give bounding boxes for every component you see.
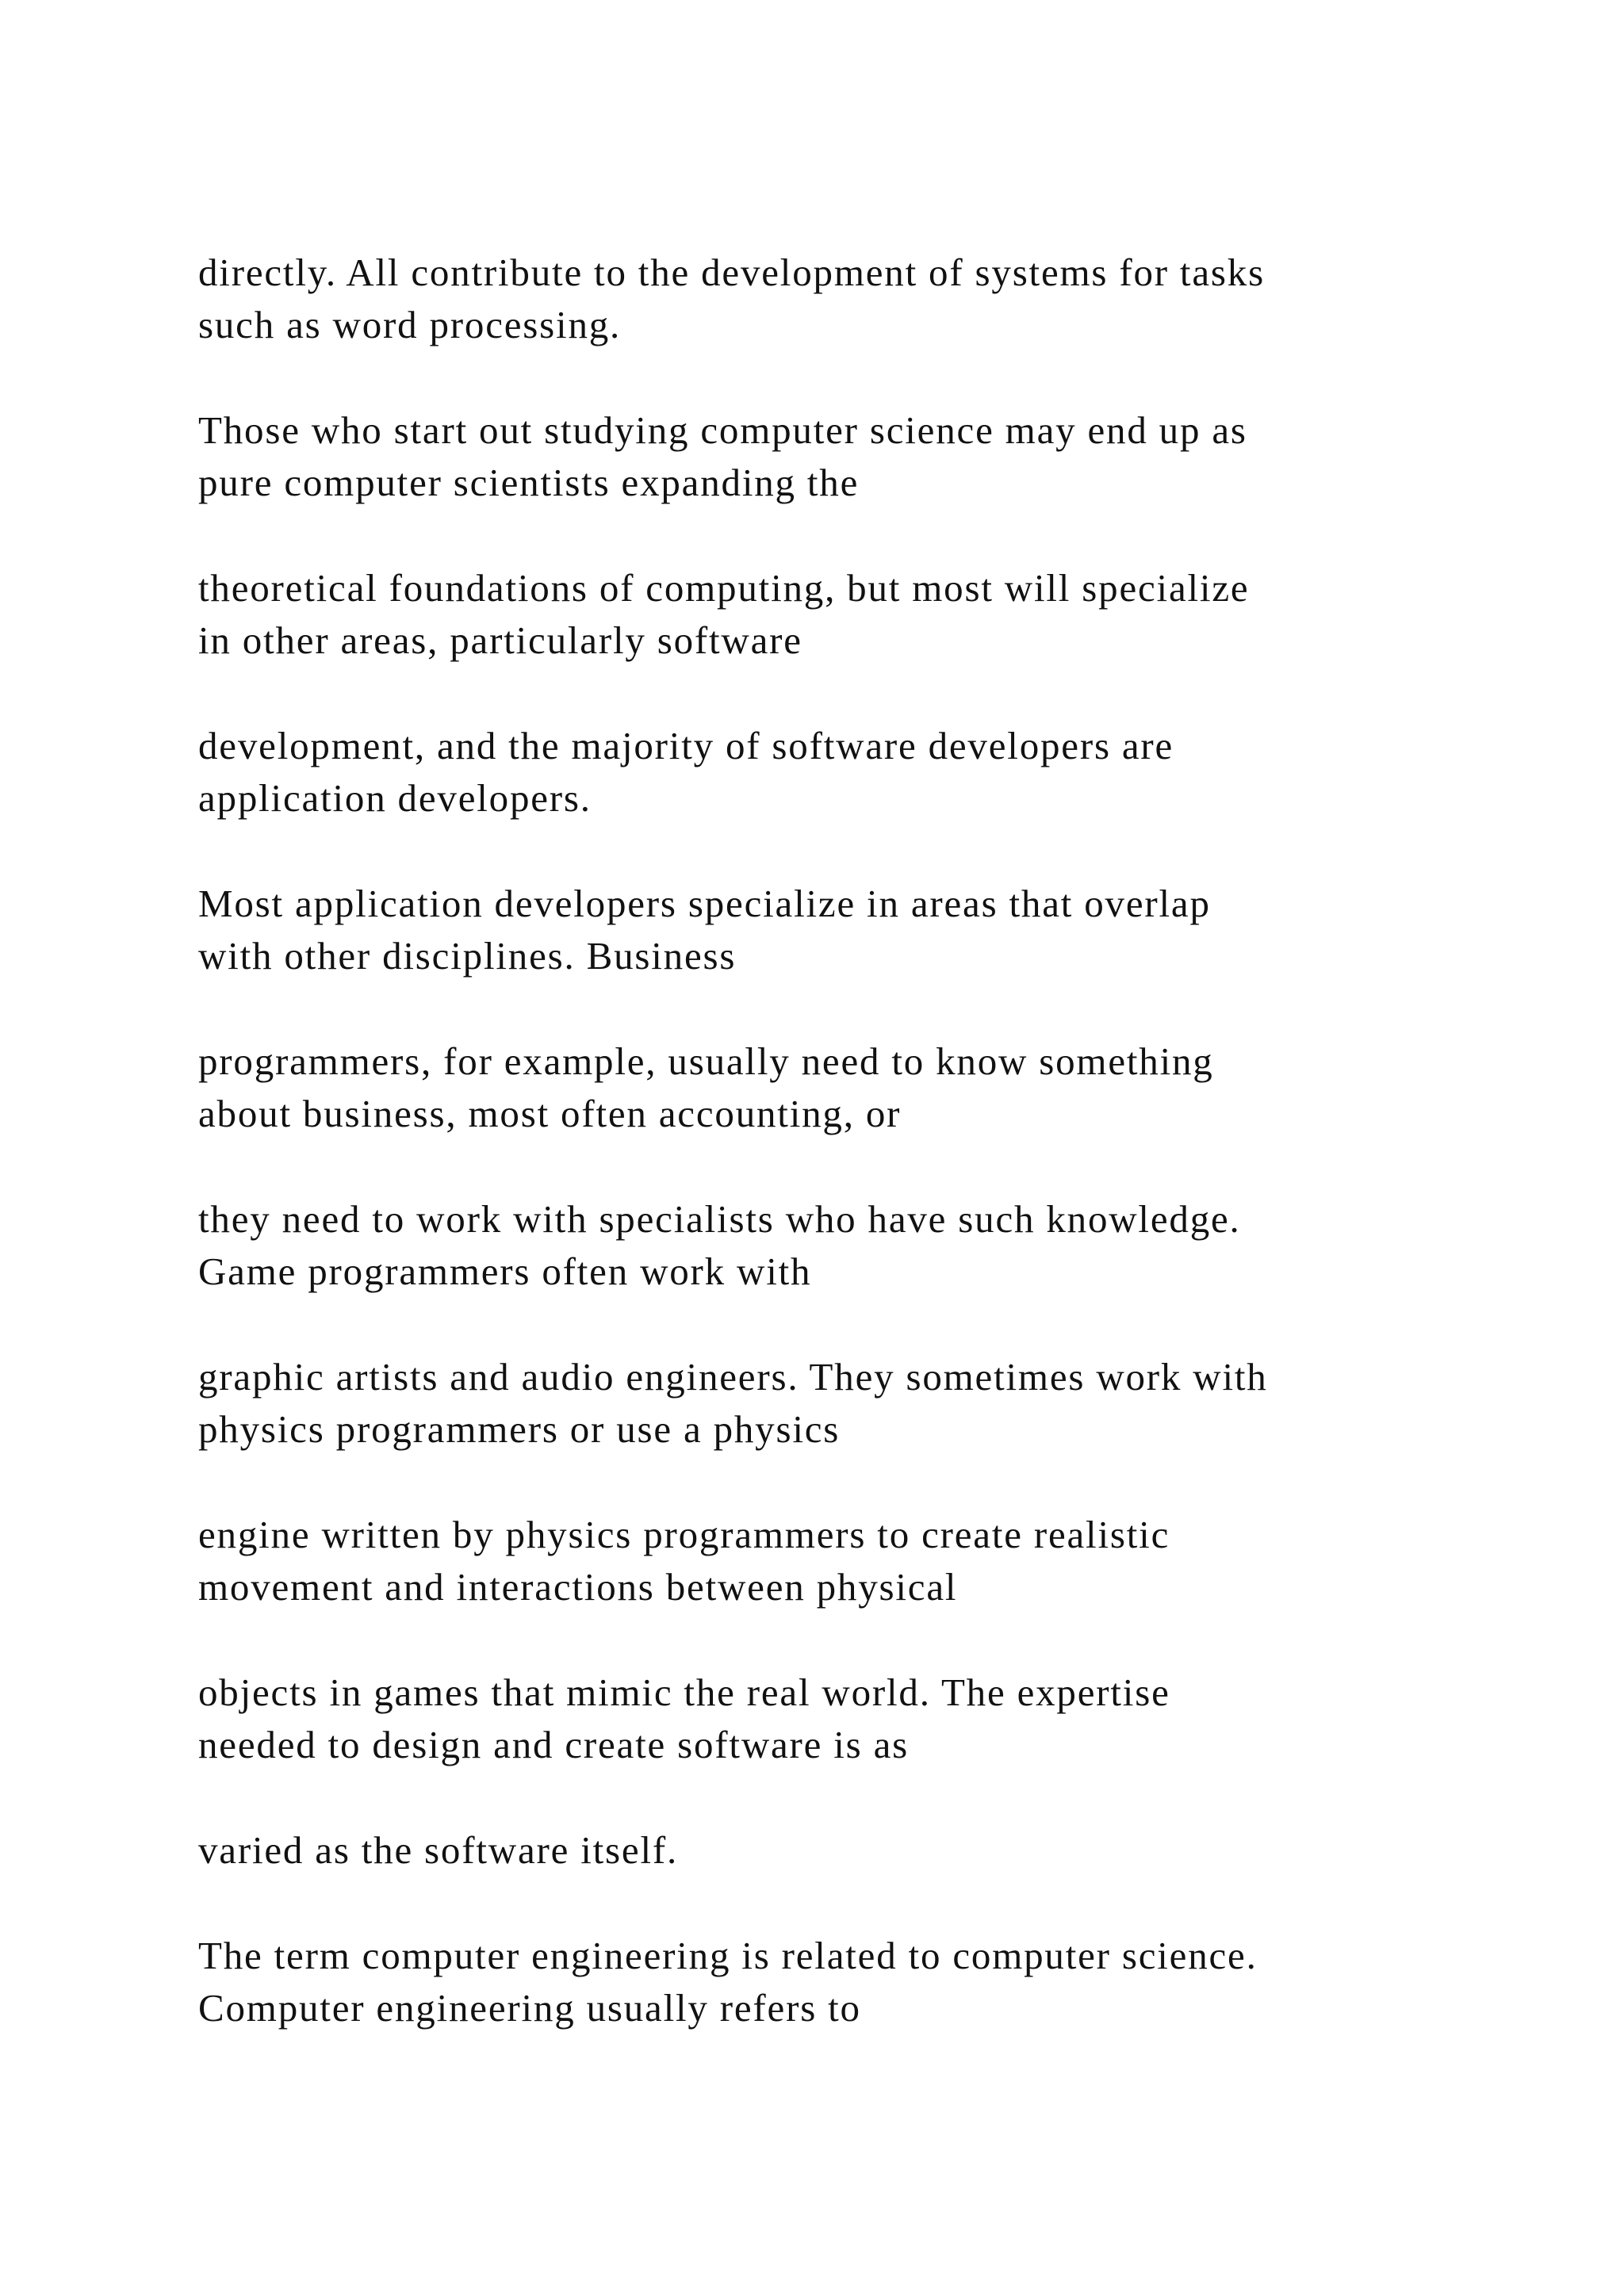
text-line: about business, most often accounting, or [198, 1092, 902, 1135]
text-line: such as word processing. [198, 303, 622, 346]
text-line: Those who start out studying computer science may end up as [198, 408, 1247, 452]
text-line: needed to design and create software is as [198, 1723, 910, 1766]
text-line: application developers. [198, 776, 592, 820]
paragraph [198, 1930, 1546, 2034]
paragraph [198, 562, 1546, 667]
paragraph [198, 1667, 1546, 1771]
text-line: engine written by physics programmers to create realistic [198, 1513, 1170, 1556]
text-line: development, and the majority of software developers are [198, 724, 1174, 767]
text-line: movement and interactions between physical [198, 1565, 958, 1609]
text-line: objects in games that mimic the real world. The expertise [198, 1670, 1170, 1714]
text-line: The term computer engineering is related to computer science. [198, 1934, 1258, 1977]
text-line: with other disciplines. Business [198, 934, 737, 978]
text-line: in other areas, particularly software [198, 618, 802, 662]
paragraph [198, 1035, 1546, 1140]
text-line: pure computer scientists expanding the [198, 461, 860, 504]
text-line: Computer engineering usually refers to [198, 1986, 861, 2030]
text-line: varied as the software itself. [198, 1828, 679, 1872]
text-line: graphic artists and audio engineers. They sometimes work with [198, 1355, 1268, 1399]
paragraph [198, 1509, 1546, 1613]
paragraph [198, 720, 1546, 825]
document-body [198, 247, 1546, 2087]
text-line: programmers, for example, usually need to know something [198, 1039, 1214, 1083]
text-line: Game programmers often work with [198, 1249, 812, 1293]
paragraph [198, 404, 1546, 509]
paragraph [198, 1193, 1546, 1298]
text-line: directly. All contribute to the development of systems for tasks [198, 251, 1265, 294]
paragraph [198, 1824, 1546, 1877]
text-line: Most application developers specialize in areas that overlap [198, 882, 1211, 925]
paragraph [198, 1351, 1546, 1456]
text-line: they need to work with specialists who have such knowledge. [198, 1197, 1241, 1241]
paragraph [198, 247, 1546, 351]
paragraph [198, 878, 1546, 982]
text-line: physics programmers or use a physics [198, 1407, 841, 1451]
text-line: theoretical foundations of computing, but most will specialize [198, 566, 1250, 610]
